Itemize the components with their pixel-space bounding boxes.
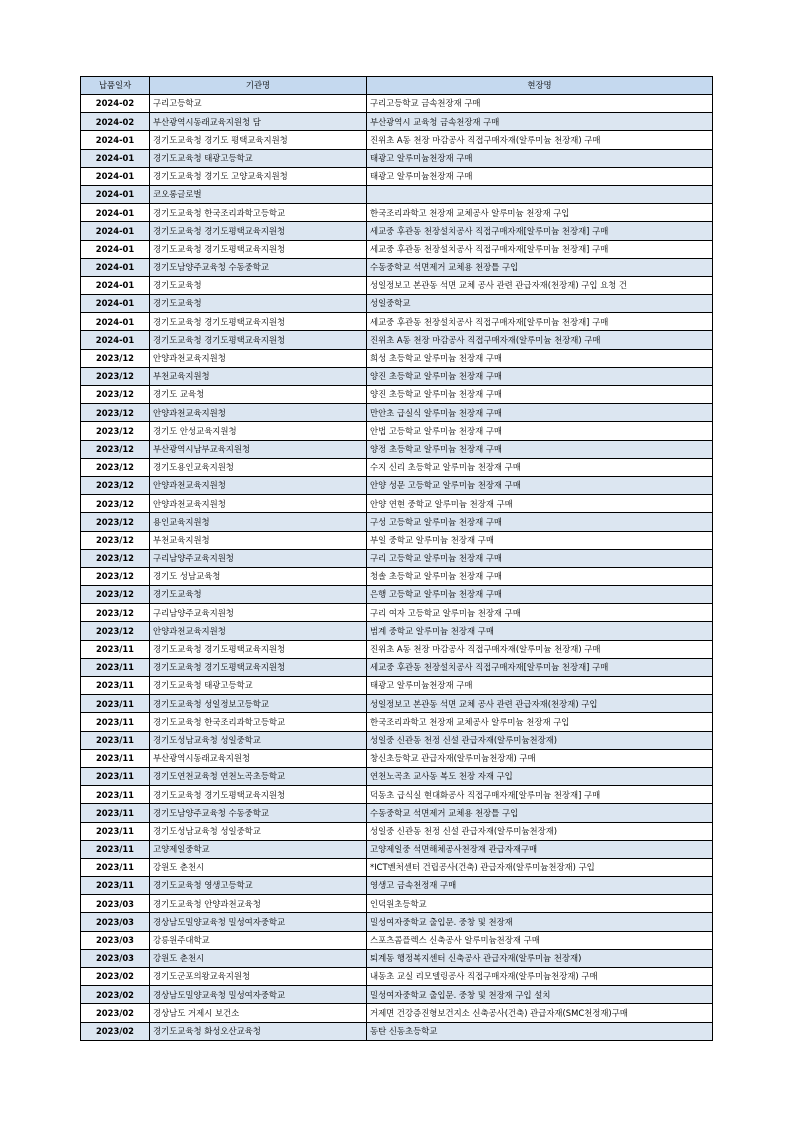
- delivery-date-cell: 2024-01: [81, 240, 150, 258]
- table-header-row: [81, 77, 713, 95]
- agency-name-cell: 구리남양주교육지원청: [150, 604, 367, 622]
- table-row: [81, 331, 713, 349]
- delivery-date-cell: 2024-01: [81, 313, 150, 331]
- agency-name-cell: 경기도 안성교육지원청: [150, 422, 367, 440]
- site-name-cell: 한국조리과학고 천장재 교체공사 알루미늄 천장재 구입: [367, 204, 713, 222]
- agency-name-cell: 경기도남양주교육청 수동중학교: [150, 258, 367, 276]
- delivery-date-cell: 2023/03: [81, 931, 150, 949]
- table-row: [81, 240, 713, 258]
- delivery-date-cell: 2023/11: [81, 731, 150, 749]
- agency-name-cell: 경상남도밀양교육청 밀성여자중학교: [150, 986, 367, 1004]
- delivery-date-cell: 2023/11: [81, 804, 150, 822]
- delivery-date-cell: 2023/11: [81, 677, 150, 695]
- site-name-cell: 스포츠콤플렉스 신축공사 알루미늄천장재 구매: [367, 931, 713, 949]
- table-row: [81, 149, 713, 167]
- agency-name-cell: 경기도교육청 경기도평택교육지원청: [150, 658, 367, 676]
- agency-name-cell: 부산광역시동래교육지원청: [150, 749, 367, 767]
- site-name-cell: 성일중 신관동 천정 신설 관급자재(알루미늄천장재): [367, 822, 713, 840]
- agency-name-cell: 경기도교육청 안양과천교육청: [150, 895, 367, 913]
- delivery-date-cell: 2023/11: [81, 640, 150, 658]
- site-name-cell: 세교중 후관동 천장설치공사 직접구매자재[알루미늄 천장재] 구매: [367, 240, 713, 258]
- agency-name-cell: 안양과천교육지원청: [150, 404, 367, 422]
- agency-name-cell: 경기도교육청: [150, 586, 367, 604]
- site-name-cell: 세교중 후관동 천장설치공사 직접구매자재[알루미늄 천장재] 구매: [367, 222, 713, 240]
- delivery-date-cell: 2023/11: [81, 749, 150, 767]
- agency-name-cell: 경기도교육청 경기도평택교육지원청: [150, 240, 367, 258]
- site-name-cell: 세교중 후관동 천장설치공사 직접구매자재[알루미늄 천장재] 구매: [367, 313, 713, 331]
- header-agency-name: 기관명: [150, 77, 367, 95]
- table-row: [81, 276, 713, 294]
- table-row: [81, 767, 713, 785]
- site-name-cell: 만안초 급실식 알루미늄 천장재 구매: [367, 404, 713, 422]
- table-row: [81, 422, 713, 440]
- agency-name-cell: 경기도교육청 태광고등학교: [150, 677, 367, 695]
- delivery-date-cell: 2024-02: [81, 95, 150, 113]
- site-name-cell: [367, 185, 713, 203]
- site-name-cell: *ICT벤처센터 건립공사(건축) 관급자재(알루미늄천장재) 구입: [367, 858, 713, 876]
- agency-name-cell: 경기도교육청 경기도평택교육지원청: [150, 313, 367, 331]
- delivery-date-cell: 2023/03: [81, 895, 150, 913]
- site-name-cell: 퇴계동 행정복지센터 신축공사 관급자재(알루미늄 천장재): [367, 949, 713, 967]
- table-row: [81, 658, 713, 676]
- site-name-cell: 구리 고등학교 알루미늄 천장재 구매: [367, 549, 713, 567]
- agency-name-cell: 경기도교육청 경기도평택교육지원청: [150, 640, 367, 658]
- header-delivery-date: 납품일자: [81, 77, 150, 95]
- site-name-cell: 고양제일중 석면해체공사천장재 관급자재구매: [367, 840, 713, 858]
- agency-name-cell: 경기도교육청 경기도 평택교육지원청: [150, 131, 367, 149]
- table-row: [81, 404, 713, 422]
- site-name-cell: 부일 중학교 알루미늄 천장재 구매: [367, 531, 713, 549]
- site-name-cell: 연천노곡초 교사동 복도 천장 자재 구입: [367, 767, 713, 785]
- table-row: [81, 349, 713, 367]
- agency-name-cell: 안양과천교육지원청: [150, 349, 367, 367]
- site-name-cell: 청솔 초등학교 알루미늄 천장재 구매: [367, 567, 713, 585]
- site-name-cell: 내동초 교실 리모델링공사 직접구매자재(알루미늄천장재) 구매: [367, 968, 713, 986]
- site-name-cell: 부산광역시 교육청 금속천장재 구매: [367, 113, 713, 131]
- table-row: [81, 968, 713, 986]
- site-name-cell: 희성 초등학교 알루미늄 천장재 구매: [367, 349, 713, 367]
- delivery-date-cell: 2023/12: [81, 549, 150, 567]
- site-name-cell: 양진 초등학교 알루미늄 천장재 구매: [367, 367, 713, 385]
- agency-name-cell: 경기도 교육청: [150, 386, 367, 404]
- delivery-date-cell: 2023/11: [81, 858, 150, 876]
- table-row: [81, 749, 713, 767]
- table-row: [81, 786, 713, 804]
- delivery-date-cell: 2024-01: [81, 131, 150, 149]
- table-row: [81, 640, 713, 658]
- delivery-date-cell: 2023/11: [81, 786, 150, 804]
- delivery-date-cell: 2023/02: [81, 968, 150, 986]
- table-row: [81, 313, 713, 331]
- delivery-date-cell: 2023/12: [81, 440, 150, 458]
- table-row: [81, 586, 713, 604]
- site-name-cell: 밀성여자중학교 출입문. 중창 및 천장재: [367, 913, 713, 931]
- delivery-date-cell: 2023/11: [81, 877, 150, 895]
- agency-name-cell: 경기도교육청 한국조리과학고등학교: [150, 713, 367, 731]
- table-row: [81, 131, 713, 149]
- table-row: [81, 549, 713, 567]
- site-name-cell: 은행 고등학교 알루미늄 천장재 구매: [367, 586, 713, 604]
- agency-name-cell: 경기도교육청 태광고등학교: [150, 149, 367, 167]
- table-row: [81, 895, 713, 913]
- table-row: [81, 695, 713, 713]
- delivery-date-cell: 2023/12: [81, 622, 150, 640]
- agency-name-cell: 강원도 춘천시: [150, 858, 367, 876]
- table-row: [81, 677, 713, 695]
- table-row: [81, 258, 713, 276]
- agency-name-cell: 용인교육지원청: [150, 513, 367, 531]
- agency-name-cell: 경기도성남교육청 성일중학교: [150, 822, 367, 840]
- delivery-date-cell: 2024-01: [81, 149, 150, 167]
- delivery-date-cell: 2023/12: [81, 604, 150, 622]
- site-name-cell: 수동중학교 석면제거 교체용 천장틀 구입: [367, 804, 713, 822]
- site-name-cell: 덕동초 급식실 현대화공사 직접구매자재[알루미늄 천장재] 구매: [367, 786, 713, 804]
- agency-name-cell: 경기도성남교육청 성일중학교: [150, 731, 367, 749]
- table-row: [81, 949, 713, 967]
- delivery-date-cell: 2023/11: [81, 658, 150, 676]
- agency-name-cell: 경기도교육청 화성오산교육청: [150, 1022, 367, 1040]
- site-name-cell: 진위초 A동 천장 마감공사 직접구매자재(알루미늄 천장재) 구매: [367, 131, 713, 149]
- delivery-date-cell: 2023/12: [81, 367, 150, 385]
- delivery-date-cell: 2023/12: [81, 404, 150, 422]
- site-name-cell: 진위초 A동 천장 마감공사 직접구매자재(알루미늄 천장재) 구매: [367, 640, 713, 658]
- delivery-record-table: [80, 76, 713, 1041]
- site-name-cell: 세교중 후관동 천장설치공사 직접구매자재[알루미늄 천장재] 구매: [367, 658, 713, 676]
- agency-name-cell: 경상남도밀양교육청 밀성여자중학교: [150, 913, 367, 931]
- site-name-cell: 인덕원초등학교: [367, 895, 713, 913]
- site-name-cell: 안양 성문 고등학교 알루미늄 천장재 구매: [367, 476, 713, 494]
- agency-name-cell: 부천교육지원청: [150, 367, 367, 385]
- site-name-cell: 구리 여자 고등학교 알루미늄 천장재 구매: [367, 604, 713, 622]
- agency-name-cell: 경기도연천교육청 연천노곡초등학교: [150, 767, 367, 785]
- agency-name-cell: 코오롱글로벌: [150, 185, 367, 203]
- agency-name-cell: 강릉원주대학교: [150, 931, 367, 949]
- delivery-date-cell: 2023/11: [81, 840, 150, 858]
- agency-name-cell: 경기도용인교육지원청: [150, 458, 367, 476]
- table-row: [81, 986, 713, 1004]
- delivery-date-cell: 2023/11: [81, 822, 150, 840]
- delivery-date-cell: 2024-01: [81, 167, 150, 185]
- delivery-date-cell: 2023/12: [81, 567, 150, 585]
- site-name-cell: 성일중학교: [367, 295, 713, 313]
- agency-name-cell: 경기도교육청: [150, 295, 367, 313]
- site-name-cell: 영생고 금속천정재 구매: [367, 877, 713, 895]
- delivery-date-cell: 2023/12: [81, 513, 150, 531]
- delivery-date-cell: 2023/12: [81, 349, 150, 367]
- agency-name-cell: 고양제일중학교: [150, 840, 367, 858]
- agency-name-cell: 강원도 춘천시: [150, 949, 367, 967]
- table-row: [81, 185, 713, 203]
- agency-name-cell: 부천교육지원청: [150, 531, 367, 549]
- agency-name-cell: 경기도교육청 경기도평택교육지원청: [150, 222, 367, 240]
- site-name-cell: 수동중학교 석면제거 교체용 천장틀 구입: [367, 258, 713, 276]
- delivery-date-cell: 2023/11: [81, 713, 150, 731]
- delivery-date-cell: 2024-02: [81, 113, 150, 131]
- agency-name-cell: 경기도교육청 경기도평택교육지원청: [150, 331, 367, 349]
- table-row: [81, 840, 713, 858]
- delivery-date-cell: 2023/03: [81, 913, 150, 931]
- delivery-date-cell: 2023/12: [81, 386, 150, 404]
- site-name-cell: 진위초 A동 천장 마감공사 직접구매자재(알루미늄 천장재) 구매: [367, 331, 713, 349]
- table-row: [81, 567, 713, 585]
- table-row: [81, 440, 713, 458]
- agency-name-cell: 안양과천교육지원청: [150, 495, 367, 513]
- table-row: [81, 495, 713, 513]
- agency-name-cell: 경기도군포의왕교육지원청: [150, 968, 367, 986]
- agency-name-cell: 구리남양주교육지원청: [150, 549, 367, 567]
- site-name-cell: 한국조리과학고 천장재 교체공사 알루미늄 천장재 구입: [367, 713, 713, 731]
- delivery-date-cell: 2023/02: [81, 1004, 150, 1022]
- agency-name-cell: 부산광역시남부교육지원청: [150, 440, 367, 458]
- table-row: [81, 386, 713, 404]
- agency-name-cell: 부산광역시동래교육지원청 담: [150, 113, 367, 131]
- delivery-date-cell: 2024-01: [81, 295, 150, 313]
- site-name-cell: 밀성여자중학교 출입문. 중창 및 천장재 구입 설치: [367, 986, 713, 1004]
- table-row: [81, 858, 713, 876]
- agency-name-cell: 안양과천교육지원청: [150, 622, 367, 640]
- site-name-cell: 태광고 알루미늄천장재 구매: [367, 677, 713, 695]
- header-site-name: 현장명: [367, 77, 713, 95]
- table-row: [81, 204, 713, 222]
- site-name-cell: 양진 초등학교 알루미늄 천장재 구매: [367, 386, 713, 404]
- delivery-date-cell: 2023/12: [81, 495, 150, 513]
- delivery-date-cell: 2023/11: [81, 695, 150, 713]
- table-row: [81, 113, 713, 131]
- site-name-cell: 양정 초등학교 알루미늄 천장재 구매: [367, 440, 713, 458]
- agency-name-cell: 경기도교육청 영생고등학교: [150, 877, 367, 895]
- delivery-date-cell: 2024-01: [81, 331, 150, 349]
- delivery-date-cell: 2024-01: [81, 204, 150, 222]
- delivery-date-cell: 2023/11: [81, 767, 150, 785]
- site-name-cell: 창신초등학교 관급자재(알루미늄천장재) 구매: [367, 749, 713, 767]
- delivery-date-cell: 2023/02: [81, 986, 150, 1004]
- agency-name-cell: 경기도교육청: [150, 276, 367, 294]
- table-row: [81, 604, 713, 622]
- site-name-cell: 안법 고등학교 알루미늄 천장재 구매: [367, 422, 713, 440]
- table-row: [81, 804, 713, 822]
- delivery-date-cell: 2023/02: [81, 1022, 150, 1040]
- agency-name-cell: 경기도남양주교육청 수동중학교: [150, 804, 367, 822]
- agency-name-cell: 경기도교육청 성일정보고등학교: [150, 695, 367, 713]
- agency-name-cell: 경기도교육청 경기도 고양교육지원청: [150, 167, 367, 185]
- table-row: [81, 295, 713, 313]
- delivery-date-cell: 2024-01: [81, 276, 150, 294]
- agency-name-cell: 구리고등학교: [150, 95, 367, 113]
- site-name-cell: 태광고 알루미늄천장재 구매: [367, 149, 713, 167]
- table-row: [81, 222, 713, 240]
- site-name-cell: 범계 중학교 알루미늄 천장재 구매: [367, 622, 713, 640]
- table-row: [81, 931, 713, 949]
- table-row: [81, 367, 713, 385]
- table-row: [81, 713, 713, 731]
- table-row: [81, 531, 713, 549]
- site-name-cell: 동탄 신동초등학교: [367, 1022, 713, 1040]
- table-row: [81, 731, 713, 749]
- table-row: [81, 476, 713, 494]
- agency-name-cell: 안양과천교육지원청: [150, 476, 367, 494]
- delivery-date-cell: 2023/12: [81, 458, 150, 476]
- delivery-date-cell: 2023/12: [81, 422, 150, 440]
- table-row: [81, 95, 713, 113]
- table-row: [81, 913, 713, 931]
- site-name-cell: 구성 고등학교 알루미늄 천장재 구매: [367, 513, 713, 531]
- site-name-cell: 구리고등학교 금속천장재 구매: [367, 95, 713, 113]
- delivery-date-cell: 2023/12: [81, 586, 150, 604]
- site-name-cell: 성일정보고 본관동 석면 교체 공사 관련 관급자재(천장재) 구입 요청 건: [367, 276, 713, 294]
- agency-name-cell: 경상남도 거제시 보건소: [150, 1004, 367, 1022]
- agency-name-cell: 경기도교육청 한국조리과학고등학교: [150, 204, 367, 222]
- table-row: [81, 167, 713, 185]
- delivery-date-cell: 2024-01: [81, 258, 150, 276]
- site-name-cell: 안양 연현 중학교 알루미늄 천장재 구매: [367, 495, 713, 513]
- table-row: [81, 458, 713, 476]
- table-row: [81, 877, 713, 895]
- table-row: [81, 1004, 713, 1022]
- site-name-cell: 수지 신리 초등학교 알루미늄 천장재 구매: [367, 458, 713, 476]
- table-row: [81, 622, 713, 640]
- delivery-date-cell: 2023/03: [81, 949, 150, 967]
- site-name-cell: 성일정보고 본관동 석면 교체 공사 관련 관급자재(천장재) 구입: [367, 695, 713, 713]
- table-row: [81, 513, 713, 531]
- site-name-cell: 거제면 건강증진형보건지소 신축공사(건축) 관급자재(SMC천정재)구매: [367, 1004, 713, 1022]
- delivery-date-cell: 2024-01: [81, 185, 150, 203]
- delivery-date-cell: 2023/12: [81, 531, 150, 549]
- delivery-date-cell: 2024-01: [81, 222, 150, 240]
- table-row: [81, 822, 713, 840]
- site-name-cell: 성일중 신관동 천정 신설 관급자재(알루미늄천장재): [367, 731, 713, 749]
- agency-name-cell: 경기도교육청 경기도평택교육지원청: [150, 786, 367, 804]
- agency-name-cell: 경기도 성남교육청: [150, 567, 367, 585]
- delivery-date-cell: 2023/12: [81, 476, 150, 494]
- site-name-cell: 태광고 알루미늄천장재 구매: [367, 167, 713, 185]
- table-row: [81, 1022, 713, 1040]
